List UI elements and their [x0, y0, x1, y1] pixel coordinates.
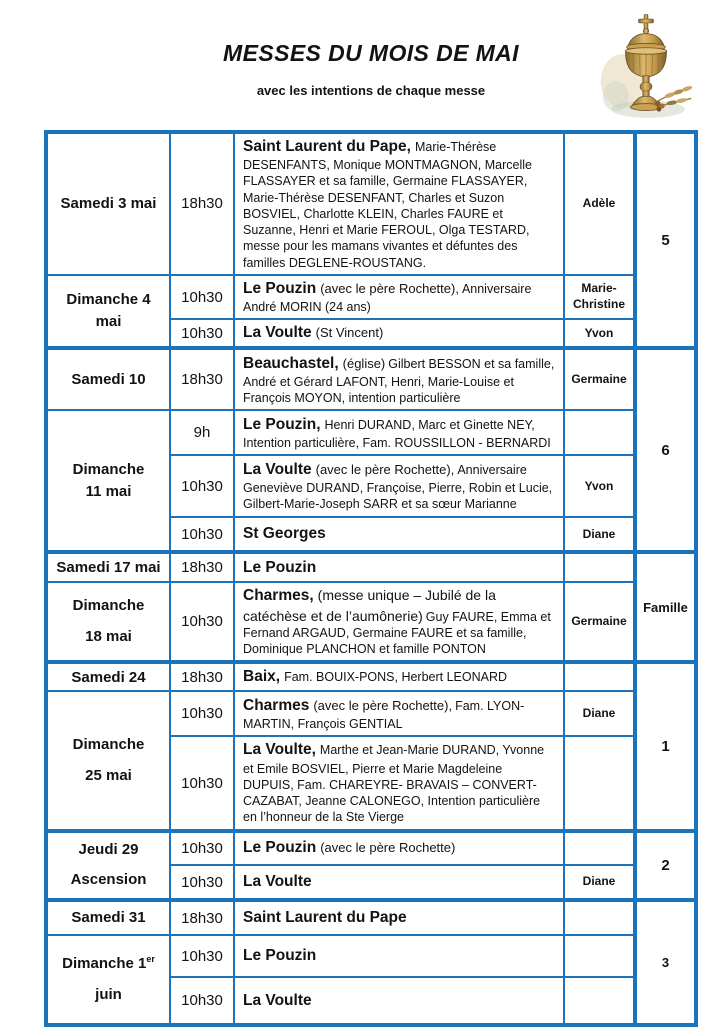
time-cell: 10h30: [170, 517, 234, 552]
place-name: St Georges: [243, 525, 326, 543]
mass-schedule-table: [44, 130, 698, 1027]
mass-row: [46, 935, 696, 977]
date-cell: Samedi 3 mai: [46, 132, 170, 275]
intention-cell: Charmes, (messe unique – Jubilé de la catéchèse et de l’aumônerie) Guy FAURE, Emma et Fernand ARGAUD, Germaine FAURE et sa famille, Dominique PLANCHON et famille PONTON: [234, 582, 564, 662]
intention-cell: La Voulte (St Vincent): [234, 319, 564, 348]
intention-cell: [234, 662, 564, 691]
place-name: Charmes,: [243, 587, 314, 605]
intention-cell: Charmes (avec le père Rochette), Fam. LYON-MARTIN, François GENTIAL: [234, 691, 564, 736]
mass-row: [46, 662, 696, 691]
intention-text: Marie-Thérèse DESENFANTS, Monique MONTMAGNON, Marcelle FLASSAYER et sa famille, Germaine FLASSAYER, Marie-Thérèse DESENFANT, Charles et Suzon BOSVIEL, Charlotte KLEIN, Charles FAURE et Suzanne, Henri et Marie FEROUL, Olga TESTARD, messe pour les mamans vivantes et défuntes des familles DEGLENE-ROUSTANG.: [243, 140, 532, 270]
celebrant-cell: Diane: [564, 691, 635, 736]
celebrant-cell: Adèle: [564, 132, 635, 275]
week-label-cell: 3: [635, 900, 696, 1025]
mass-row: [46, 691, 696, 736]
mass-row: [46, 582, 696, 662]
place-name: La Voulte: [243, 873, 312, 891]
celebrant-cell: [564, 900, 635, 935]
place-name: Le Pouzin: [243, 839, 317, 857]
time-cell: 18h30: [170, 348, 234, 410]
week-label-cell: Famille: [635, 552, 696, 662]
date-cell: Samedi 24: [46, 662, 170, 691]
intention-text: Henri DURAND, Marc et Ginette NEY, Intention particulière, Fam. ROUSSILLON - BERNARDI: [243, 417, 551, 450]
celebrant-cell: [564, 935, 635, 977]
place-name: Saint Laurent du Pape: [243, 909, 407, 927]
time-cell: 18h30: [170, 900, 234, 935]
place-name: Le Pouzin: [243, 279, 317, 297]
date-cell: Dimanche 18 mai: [46, 582, 170, 662]
intention-cell: Beauchastel, (église) Gilbert BESSON et sa famille, André et Gérard LAFONT, Henri, Marie-Louise et François MOYON, intention particulière: [234, 348, 564, 410]
celebrant-cell: [564, 410, 635, 455]
celebrant-cell: [564, 662, 635, 691]
celebrant-cell: [564, 831, 635, 866]
time-cell: 10h30: [170, 691, 234, 736]
place-name: Beauchastel,: [243, 354, 339, 372]
week-label-cell: 1: [635, 662, 696, 830]
place-name: La Voulte: [243, 324, 312, 342]
mass-row: [46, 348, 696, 410]
celebrant-cell: [564, 736, 635, 830]
time-cell: 10h30: [170, 977, 234, 1025]
place-name: Le Pouzin: [243, 558, 317, 576]
week-label-cell: 5: [635, 132, 696, 348]
week-label-cell: 6: [635, 348, 696, 552]
intention-cell: [234, 736, 564, 830]
week-label-cell: 2: [635, 831, 696, 901]
time-cell: 10h30: [170, 275, 234, 319]
intention-text: Fam. LYON-MARTIN, François GENTIAL: [243, 698, 525, 731]
ciborium-illustration: [592, 10, 700, 120]
page-title: MESSES DU MOIS DE MAI: [223, 40, 519, 66]
time-cell: 10h30: [170, 582, 234, 662]
date-cell: Samedi 17 mai: [46, 552, 170, 582]
intention-cell: [234, 865, 564, 900]
mass-row: [46, 552, 696, 582]
celebrant-cell: Diane: [564, 517, 635, 552]
celebrant-cell: [564, 977, 635, 1025]
intention-cell: [234, 552, 564, 582]
celebrant-cell: Diane: [564, 865, 635, 900]
date-cell: Dimanche 4 mai: [46, 275, 170, 349]
mass-row: [46, 900, 696, 935]
date-cell: Dimanche 1er juin: [46, 935, 170, 1025]
intention-text: Gilbert BESSON et sa famille, André et Gérard LAFONT, Henri, Marie-Louise et François MOYON, intention particulière: [243, 356, 555, 405]
time-cell: 10h30: [170, 831, 234, 866]
place-name: Baix,: [243, 668, 281, 686]
intention-cell: [234, 410, 564, 455]
page-subtitle: avec les intentions de chaque messe: [256, 83, 486, 98]
celebrant-cell: [564, 552, 635, 582]
intention-text: Fam. BOUIX-PONS, Herbert LEONARD: [284, 670, 508, 685]
time-cell: 9h: [170, 410, 234, 455]
mass-row: [46, 275, 696, 319]
time-cell: 18h30: [170, 552, 234, 582]
place-name: La Voulte: [243, 461, 312, 479]
date-cell: Samedi 10: [46, 348, 170, 410]
celebrant-cell: Germaine: [564, 348, 635, 410]
mass-row: [46, 831, 696, 866]
celebrant-cell: Marie-Christine: [564, 275, 635, 319]
celebrant-cell: Yvon: [564, 455, 635, 517]
date-cell: Dimanche 25 mai: [46, 691, 170, 830]
intention-cell: [234, 132, 564, 275]
intention-cell: [234, 935, 564, 977]
intention-cell: Le Pouzin (avec le père Rochette): [234, 831, 564, 866]
time-cell: 10h30: [170, 865, 234, 900]
intention-text: Anniversaire André MORIN (24 ans): [243, 281, 532, 315]
time-cell: 10h30: [170, 935, 234, 977]
celebrant-cell: Yvon: [564, 319, 635, 348]
mass-row: [46, 132, 696, 275]
place-name: Saint Laurent du Pape,: [243, 138, 411, 155]
intention-text: Anniversaire Geneviève DURAND, Françoise, Pierre, Robin et Lucie, Gilbert-Marie-Joseph SARR et sa sœur Marianne: [243, 463, 553, 512]
time-cell: 10h30: [170, 455, 234, 517]
intention-cell: Le Pouzin (avec le père Rochette), Anniversaire André MORIN (24 ans): [234, 275, 564, 319]
mass-row: [46, 410, 696, 455]
intention-text: Guy FAURE, Emma et Fernand ARGAUD, Germaine FAURE et sa famille, Dominique PLANCHON et famille PONTON: [243, 609, 551, 657]
time-cell: 10h30: [170, 736, 234, 830]
time-cell: 10h30: [170, 319, 234, 348]
intention-text: Marthe et Jean-Marie DURAND, Yvonne et Emile BOSVIEL, Pierre et Marie Magdeleine DUPUIS, Fam. CHAREYRE- BRAVAIS – CONVERT-CAZABAT, Jeanne CALONEGO, Intention particulière en l’honneur de la Ste Vierge: [243, 743, 545, 825]
place-name: Charmes: [243, 696, 310, 714]
date-cell: Jeudi 29 Ascension: [46, 831, 170, 901]
intention-cell: La Voulte (avec le père Rochette), Anniversaire Geneviève DURAND, Françoise, Pierre, Robin et Lucie, Gilbert-Marie-Joseph SARR et sa sœur Marianne: [234, 455, 564, 517]
time-cell: 18h30: [170, 132, 234, 275]
intention-cell: [234, 977, 564, 1025]
time-cell: 18h30: [170, 662, 234, 691]
place-name: Le Pouzin,: [243, 415, 321, 433]
place-name: Le Pouzin: [243, 947, 317, 965]
intention-cell: [234, 900, 564, 935]
place-name: La Voulte,: [243, 741, 316, 759]
celebrant-cell: Germaine: [564, 582, 635, 662]
date-cell: Dimanche 11 mai: [46, 410, 170, 552]
date-cell: Samedi 31: [46, 900, 170, 935]
place-name: La Voulte: [243, 991, 312, 1009]
intention-cell: [234, 517, 564, 552]
